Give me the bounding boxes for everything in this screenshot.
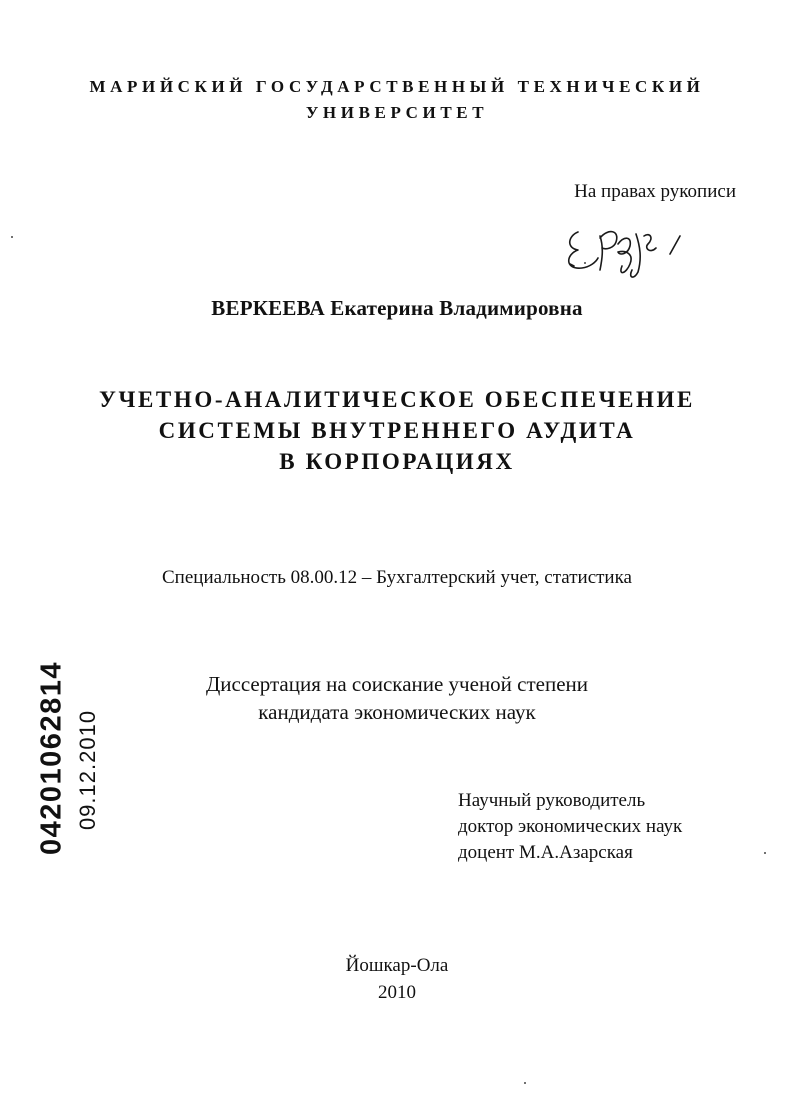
supervisor-line-3: доцент М.А.Азарская (458, 842, 633, 863)
scan-speck (524, 1082, 526, 1084)
specialty: Специальность 08.00.12 – Бухгалтерский учет, статистика (162, 567, 632, 588)
rights-note: На правах рукописи (574, 181, 736, 202)
degree-line-2: кандидата экономических наук (258, 700, 536, 724)
city: Йошкар-Ола (345, 955, 449, 976)
archive-stamp-number: 04201062814 (35, 661, 68, 855)
university-line-1: МАРИЙСКИЙ ГОСУДАРСТВЕННЫЙ ТЕХНИЧЕСКИЙ (89, 77, 705, 96)
degree-line-1: Диссертация на соискание ученой степени (205, 672, 589, 696)
title-line-2: СИСТЕМЫ ВНУТРЕННЕГО АУДИТА (158, 418, 636, 443)
dissertation-title (0, 384, 794, 477)
scan-speck (584, 262, 586, 264)
city-year (0, 952, 794, 1006)
title-line-1: УЧЕТНО-АНАЛИТИЧЕСКОЕ ОБЕСПЕЧЕНИЕ (99, 387, 695, 412)
handwritten-signature (560, 214, 710, 284)
supervisor-line-2: доктор экономических наук (458, 816, 683, 837)
author-name: ВЕРКЕЕВА Екатерина Владимировна (211, 296, 583, 320)
archive-stamp-date: 09.12.2010 (75, 709, 100, 831)
scan-speck (11, 236, 13, 238)
supervisor-line-1: Научный руководитель (458, 790, 646, 811)
supervisor-block (458, 788, 682, 866)
year: 2010 (378, 982, 416, 1003)
degree-statement (0, 670, 794, 726)
university-name (0, 74, 794, 126)
university-line-2: УНИВЕРСИТЕТ (305, 103, 489, 122)
scan-speck (764, 852, 766, 854)
title-line-3: В КОРПОРАЦИЯХ (279, 449, 515, 474)
